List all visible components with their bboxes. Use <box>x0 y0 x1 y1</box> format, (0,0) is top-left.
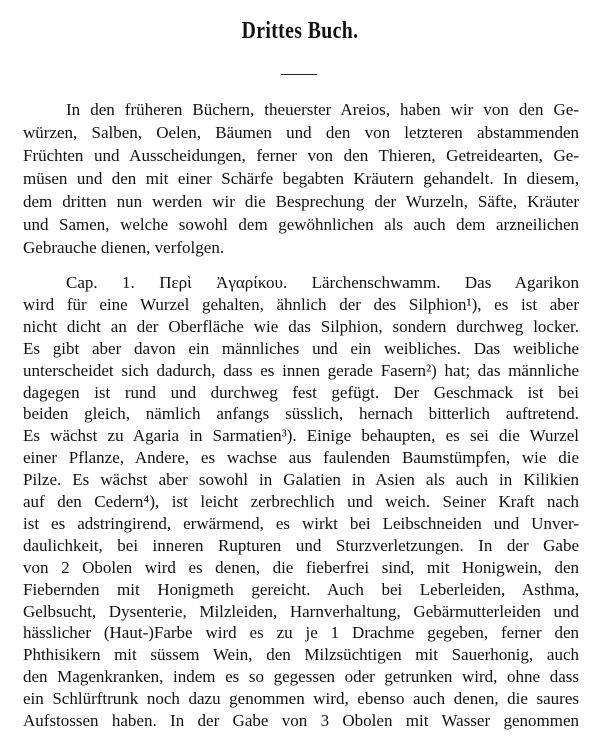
text-line: unterscheidet sich dadurch, dass es innen gerade Fasern²) hat; das männliche <box>23 360 579 380</box>
text-line: dagegen ist rund und durchweg fest gefügt. Der Geschmack ist bei <box>23 382 579 402</box>
text-line: dem dritten nun werden wir die Besprechung der Wurzeln, Säfte, Kräuter <box>23 192 579 211</box>
text-line: Es gibt aber davon ein männliches und ein weibliches. Das weibliche <box>23 338 579 358</box>
text-line: würzen, Salben, Oelen, Bäumen und den von letzteren abstammenden <box>23 123 579 142</box>
text-line: ein Schlürftrunk noch dazu genommen wird, ebenso auch denen, die saures <box>23 689 579 709</box>
text-line: Gelbsucht, Dysenterie, Milzleiden, Harnverhaltung, Gebärmutterleiden und <box>23 601 579 621</box>
text-line: einer Pflanze, Andere, es wachse aus faulenden Baumstümpfen, wie die <box>23 448 579 468</box>
text-line: beiden gleich, nämlich anfangs süsslich, hernach bitterlich auftretend. <box>23 404 579 424</box>
text-line: Aufstossen haben. In der Gabe von 3 Obolen mit Wasser genommen <box>23 711 579 730</box>
text-line: In den früheren Büchern, theuerster Areios, haben wir von den Ge- <box>66 100 579 119</box>
text-line: Fiebernden mit Honigmeth gereicht. Auch bei Leberleiden, Asthma, <box>23 579 579 599</box>
text-line: nicht dicht an der Oberfläche wie das Silphion, sondern durchweg locker. <box>23 316 579 336</box>
text-line: und Samen, welche sowohl dem gewöhnlichen als auch dem arzneilichen <box>23 215 579 234</box>
text-line: wird für eine Wurzel gehalten, ähnlich der des Silphion¹), es ist aber <box>23 294 579 314</box>
text-line: Cap. 1. Περὶ Ἀγαρίκου. Lärchenschwamm. Das Agarikon <box>66 273 579 292</box>
text-line: Gebrauche dienen, verfolgen. <box>23 238 225 257</box>
title-rule <box>281 74 317 75</box>
text-line: Es wächst zu Agaria in Sarmatien³). Einige behaupten, es sei die Wurzel <box>23 426 579 446</box>
text-line: müsen und den mit einer Schärfe begabten Kräutern gehandelt. In diesem, <box>23 169 579 188</box>
text-line: ist es adstringirend, erwärmend, es wirkt bei Leibschneiden und Unver- <box>23 513 579 533</box>
text-line: daulichkeit, bei inneren Rupturen und Sturzverletzungen. In der Gabe <box>23 535 579 555</box>
chapter-title: Drittes Buch. <box>241 18 359 44</box>
text-line: von 2 Obolen wird es denen, die fieberfrei sind, mit Honigwein, den <box>23 557 579 577</box>
text-line: Phthisikern mit süssem Wein, den Milzsüchtigen mit Sauerhonig, auch <box>23 645 579 665</box>
text-line: auf den Cedern⁴), ist leicht zerbrechlich und weich. Seiner Kraft nach <box>23 492 579 511</box>
text-line: Früchten und Ausscheidungen, ferner von den Thieren, Getreidearten, Ge- <box>23 146 579 165</box>
text-line: den Magenkranken, indem es so gegessen oder getrunken wird, ohne dass <box>23 667 579 687</box>
text-line: hässlicher (Haut-)Farbe wird es zu je 1 Drachme gegeben, ferner den <box>23 623 579 643</box>
text-line: Pilze. Es wächst aber sowohl in Galatien in Asien als auch in Kilikien <box>23 470 579 490</box>
